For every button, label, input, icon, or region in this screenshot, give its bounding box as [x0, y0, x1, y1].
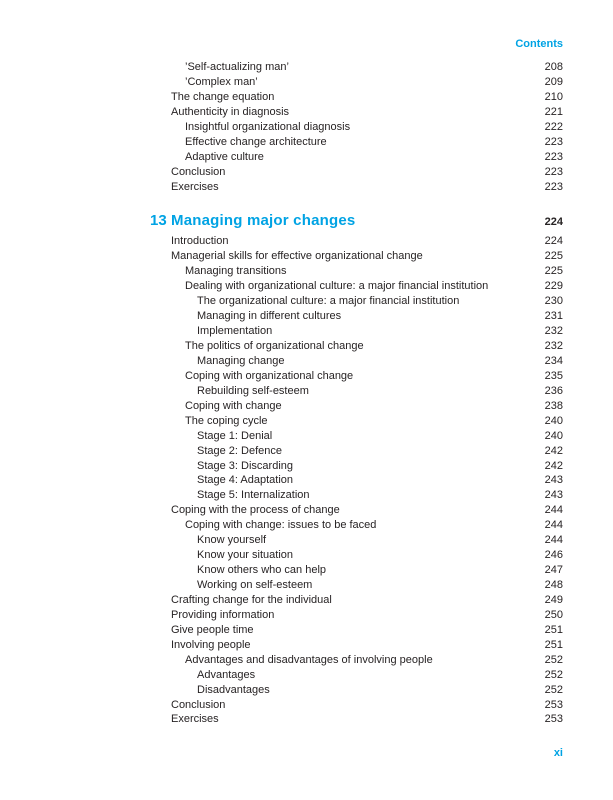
chapter-heading: [150, 210, 563, 232]
toc-entry: [150, 249, 563, 264]
toc-entry-page: 235: [544, 369, 563, 382]
toc-entry-label: Involving people: [171, 638, 251, 651]
toc-entry: [150, 459, 563, 474]
toc-entry-label: Crafting change for the individual: [171, 593, 332, 606]
chapter-number: 13: [150, 212, 167, 230]
toc-entry-label: Managing in different cultures: [197, 310, 342, 323]
toc-entry: [150, 429, 563, 444]
toc-entry-label: Conclusion: [171, 165, 226, 178]
toc-entry-page: 229: [544, 280, 563, 293]
toc-entry-page: 209: [544, 75, 563, 88]
toc-entry-page: 225: [544, 250, 563, 263]
toc-entry-label: Providing information: [171, 608, 275, 621]
toc-chapter-list: [150, 234, 563, 727]
toc-entry-label: Dealing with organizational culture: a major financial institution: [185, 280, 489, 293]
footer-page-number: xi: [553, 747, 563, 759]
toc-entry-page: 243: [544, 489, 563, 502]
toc-entry-page: 210: [544, 90, 563, 103]
toc-entry: [150, 414, 563, 429]
toc-entry: [150, 339, 563, 354]
toc-entry-label: Introduction: [171, 235, 229, 248]
toc-entry: [150, 120, 563, 135]
toc-entry-page: 251: [544, 623, 563, 636]
toc-entry-label: Insightful organizational diagnosis: [185, 120, 351, 133]
toc-entry-page: 231: [544, 310, 563, 323]
toc-entry: [150, 608, 563, 623]
toc-entry-label: Managerial skills for effective organizational change: [171, 250, 423, 263]
toc-entry: [150, 444, 563, 459]
toc-entry-label: Stage 4: Adaptation: [197, 474, 294, 487]
toc-entry: [150, 135, 563, 150]
toc-entry-label: Authenticity in diagnosis: [171, 105, 290, 118]
toc-entry: [150, 324, 563, 339]
toc-entry-label: Know yourself: [197, 534, 267, 547]
toc-entry-label: The coping cycle: [185, 414, 268, 427]
toc-entry: [150, 473, 563, 488]
toc-entry-page: 221: [544, 105, 563, 118]
toc-entry: [150, 309, 563, 324]
toc-entry-page: 252: [544, 668, 563, 681]
toc-entry: [150, 105, 563, 120]
toc-entry: [150, 75, 563, 90]
toc-entry: [150, 369, 563, 384]
toc-entry: [150, 578, 563, 593]
toc-entry-label: Implementation: [197, 325, 273, 338]
toc-entry-label: Working on self-esteem: [197, 579, 313, 591]
toc-entry-page: 208: [544, 61, 563, 73]
toc-entry-page: 251: [544, 638, 563, 651]
toc-entry-label: Advantages: [197, 668, 256, 681]
toc-entry-label: The change equation: [171, 90, 275, 103]
toc-entry-label: Effective change architecture: [185, 135, 327, 148]
toc-entry-page: 222: [544, 120, 563, 133]
toc-entry-page: 223: [544, 165, 563, 178]
toc-entry: [150, 668, 563, 683]
toc-entry-label: Advantages and disadvantages of involving people: [185, 653, 433, 666]
toc-entry: [150, 90, 563, 105]
toc-entry-label: Rebuilding self-esteem: [197, 384, 309, 397]
toc-entry-page: 223: [544, 180, 563, 193]
toc-entry-label: Coping with organizational change: [185, 369, 354, 382]
toc-entry: [150, 60, 563, 75]
toc-entry-page: 242: [544, 444, 563, 457]
toc-entry: [150, 294, 563, 309]
toc-entry: [150, 518, 563, 533]
toc-entry-page: 238: [544, 399, 563, 412]
toc-entry-page: 252: [544, 653, 563, 666]
toc-entry-label: Know your situation: [197, 549, 293, 562]
toc-entry-page: 246: [544, 549, 563, 562]
toc-entry: [150, 180, 563, 195]
toc-entry-label: Coping with change: [185, 399, 282, 412]
toc-entry: [150, 279, 563, 294]
toc-entry-page: 253: [544, 713, 563, 726]
toc-entry: [150, 548, 563, 563]
toc-entry-page: 232: [544, 340, 563, 352]
toc-entry-label: Conclusion: [171, 698, 226, 711]
toc-entry-page: 223: [544, 135, 563, 148]
toc-entry-label: The politics of organizational change: [185, 340, 364, 352]
toc-entry: [150, 384, 563, 399]
toc-entry-label: ’Complex man’: [185, 75, 258, 88]
chapter-page-number: 224: [544, 216, 563, 229]
chapter-title: Managing major changes: [171, 212, 356, 230]
toc-entry-label: Adaptive culture: [185, 150, 264, 163]
toc-entry-page: 236: [544, 384, 563, 397]
toc-entry-page: 244: [544, 519, 563, 532]
toc-entry-page: 240: [544, 429, 563, 442]
toc-entry-label: Disadvantages: [197, 683, 270, 696]
toc-entry: [150, 638, 563, 653]
contents-header-label: Contents: [515, 38, 563, 50]
toc-entry: [150, 399, 563, 414]
toc-entry: [150, 563, 563, 578]
toc-pre-chapter-list: [150, 60, 563, 194]
toc-entry: [150, 653, 563, 668]
toc-entry-page: 252: [544, 683, 563, 696]
toc-entry: [150, 234, 563, 249]
toc-entry: [150, 683, 563, 698]
toc-entry-page: 249: [544, 593, 563, 606]
toc-entry-label: Stage 5: Internalization: [197, 489, 310, 502]
toc-entry-page: 248: [544, 579, 563, 591]
toc-entry-label: The organizational culture: a major financial institution: [197, 295, 460, 308]
toc-entry: [150, 165, 563, 180]
toc-entry: [150, 488, 563, 503]
toc-entry-label: Coping with change: issues to be faced: [185, 519, 377, 532]
toc-entry-label: Managing transitions: [185, 265, 287, 278]
toc-entry: [150, 698, 563, 713]
toc-entry-page: 242: [544, 459, 563, 472]
toc-entry: [150, 533, 563, 548]
toc-entry-page: 224: [544, 235, 563, 248]
toc-entry: [150, 623, 563, 638]
toc-entry: [150, 264, 563, 279]
toc-entry-label: Stage 2: Defence: [197, 444, 283, 457]
toc-entry-label: ’Self-actualizing man’: [185, 61, 289, 73]
toc-entry-page: 250: [544, 608, 563, 621]
toc-entry-page: 234: [544, 354, 563, 367]
toc-entry-page: 243: [544, 474, 563, 487]
table-of-contents: [150, 60, 563, 727]
toc-entry-page: 240: [544, 414, 563, 427]
toc-entry-label: Exercises: [171, 180, 219, 193]
toc-entry-page: 223: [544, 150, 563, 163]
toc-entry-label: Exercises: [171, 713, 219, 726]
toc-entry: [150, 712, 563, 727]
toc-entry-page: 232: [544, 325, 563, 338]
toc-entry-label: Coping with the process of change: [171, 504, 340, 517]
toc-entry-label: Know others who can help: [197, 564, 327, 577]
toc-entry-page: 253: [544, 698, 563, 711]
toc-entry-page: 244: [544, 534, 563, 547]
toc-entry-label: Stage 1: Denial: [197, 429, 273, 442]
toc-entry-page: 244: [544, 504, 563, 517]
toc-entry: [150, 150, 563, 165]
toc-entry: [150, 354, 563, 369]
toc-entry: [150, 593, 563, 608]
toc-entry-page: 247: [544, 564, 563, 577]
toc-entry-page: 225: [544, 265, 563, 278]
toc-entry-page: 230: [544, 295, 563, 308]
toc-entry-label: Managing change: [197, 354, 285, 367]
toc-entry-label: Stage 3: Discarding: [197, 459, 293, 472]
toc-entry-label: Give people time: [171, 623, 254, 636]
toc-entry: [150, 503, 563, 518]
